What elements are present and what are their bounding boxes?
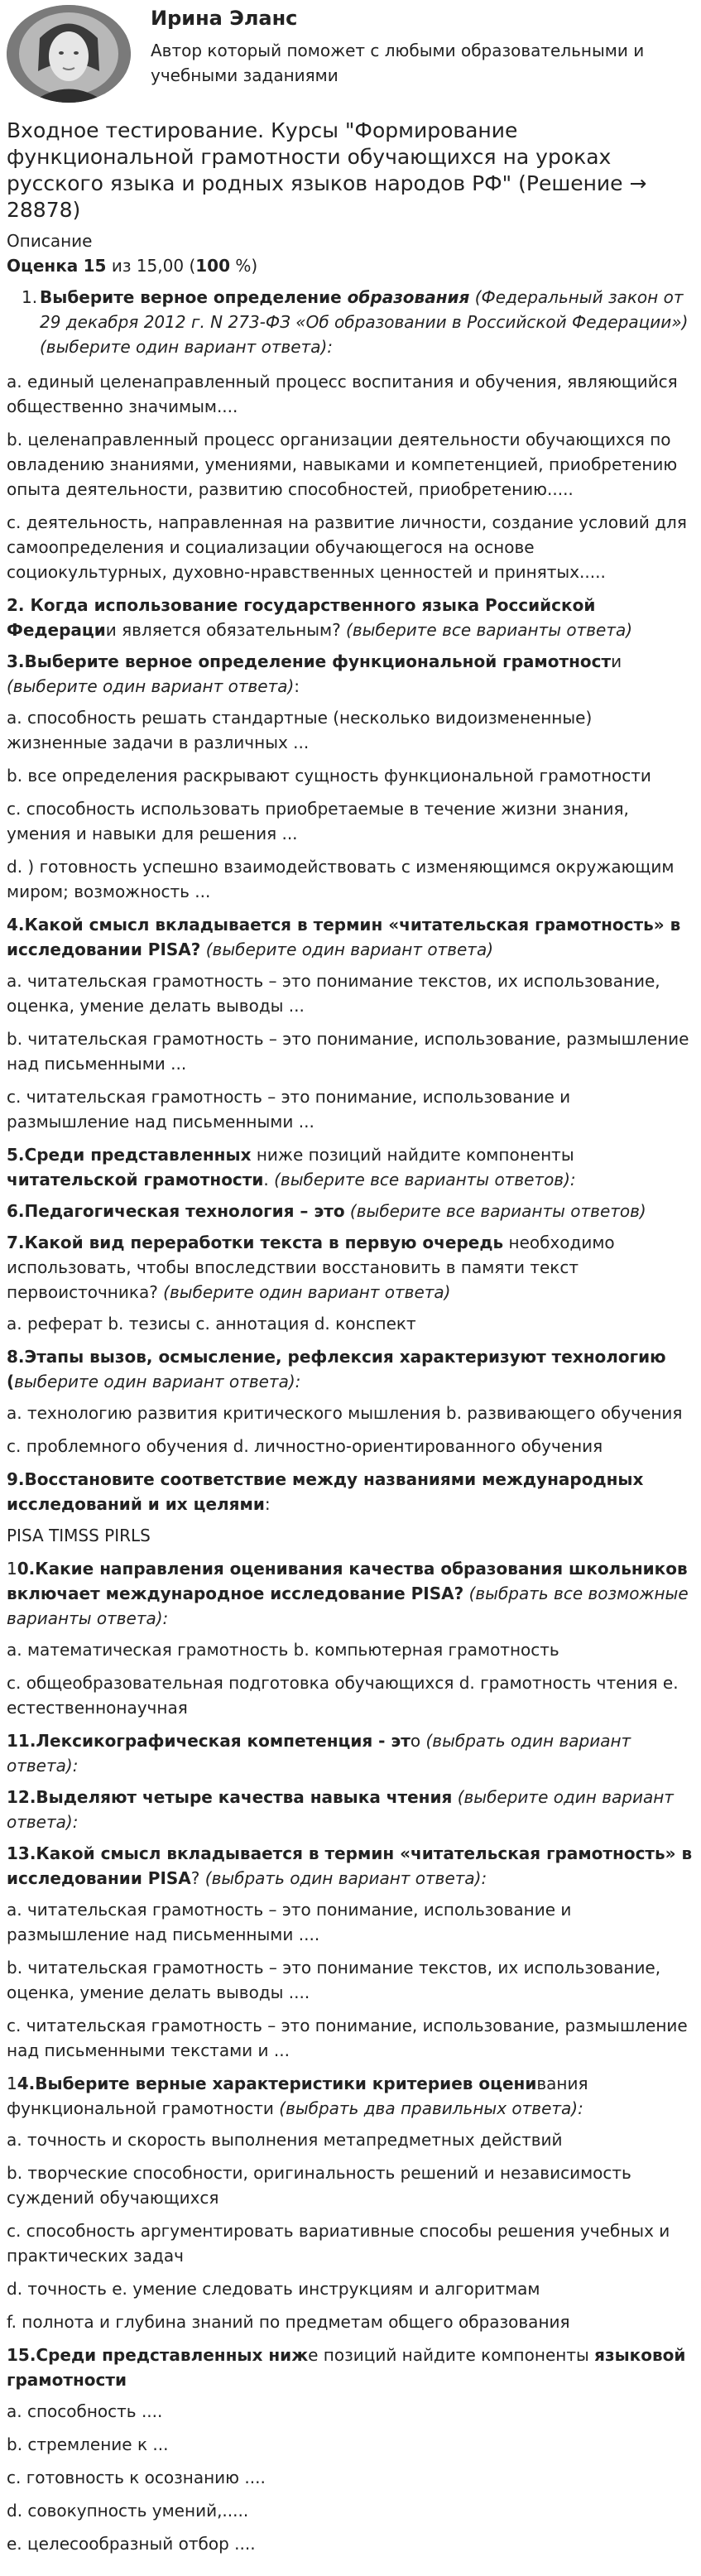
- question-5: [7, 1142, 694, 1192]
- question-3-hint: (выберите один вариант ответа): [7, 676, 295, 696]
- grade-score: 15: [83, 256, 107, 276]
- question-14-answer-de: d. точность e. умение следовать инструкциям и алгоритмам: [7, 2279, 540, 2299]
- question-15-answer-b: b. стремление к ...: [7, 2434, 169, 2454]
- question-2: [7, 593, 694, 642]
- author-description: Автор который поможет с любыми образовательными и учебными заданиями: [151, 41, 645, 85]
- grade-percent-suffix: %): [230, 256, 258, 276]
- question-6: [7, 1199, 694, 1223]
- question-5-text: ниже позиций найдите компоненты: [251, 1145, 574, 1165]
- question-8-hint: выберите один вариант ответа):: [14, 1372, 301, 1391]
- question-14-bold: 4.Выберите верные характеристики критериев оцени: [17, 2074, 537, 2093]
- question-5-hint: (выберите все варианты ответов):: [268, 1170, 576, 1189]
- question-13-answer-c: c. читательская грамотность – это понимание, использование, размышление над письменными текстами и ...: [7, 2016, 688, 2060]
- question-15-text: е позиций найдите компоненты: [308, 2345, 595, 2365]
- question-13-text: ?: [190, 1868, 200, 1888]
- question-10-hint: (выбрать все возможные варианты ответа):: [7, 1584, 689, 1628]
- description-label: Описание: [7, 231, 93, 251]
- question-15-bold: 15.Среди представленных ниж: [7, 2345, 309, 2365]
- question-3-bold: 3.Выберите верное определение функциональной грамотност: [7, 651, 612, 671]
- question-3-answer-c: c. способность использовать приобретаемые в течение жизни знания, умения и навыки для решения ...: [7, 799, 629, 843]
- grade-line: [7, 253, 694, 278]
- question-15-bold-2: языковой грамотности: [7, 2345, 686, 2390]
- question-1-number: 1.: [22, 287, 38, 307]
- question-3: [7, 649, 694, 699]
- grade-label: Оценка: [7, 256, 79, 276]
- author-avatar[interactable]: [7, 5, 131, 103]
- question-3-answer-b: b. все определения раскрывают сущность функциональной грамотности: [7, 766, 651, 786]
- question-13-bold: 13.Какой смысл вкладывается в термин «читательская грамотность» в исследовании PISA: [7, 1843, 693, 1888]
- question-13-answer-b: b. читательская грамотность – это понимание текстов, их использование, оценка, умение делать выводы ....: [7, 1958, 661, 2002]
- question-10: [7, 1556, 694, 1631]
- question-4: [7, 912, 694, 962]
- question-7-text: необходимо использовать, чтобы впоследствии восстановить в памяти текст первоисточника?: [7, 1233, 615, 1302]
- question-8-answers-2: c. проблемного обучения d. личностно-ориентированного обучения: [7, 1436, 603, 1456]
- question-5-dot: .: [263, 1170, 269, 1189]
- question-3-answer-a: a. способность решать стандартные (несколько видоизмененные) жизненные задачи в различных ...: [7, 708, 593, 752]
- question-1-answer-b: b. целенаправленный процесс организации деятельности обучающихся по овладению знаниями, умениями, навыками и компетенцией, приобретению опыта деятельности, развитию способностей, приобретению.....: [7, 430, 678, 499]
- question-3-answer-d: d. ) готовность успешно взаимодействовать с изменяющимся окружающим миром; возможность ...: [7, 857, 675, 901]
- question-13-answer-a: a. читательская грамотность – это понимание, использование и размышление над письменными ....: [7, 1900, 572, 1944]
- question-10-prefix: 1: [7, 1559, 17, 1579]
- question-14: [7, 2071, 694, 2121]
- question-14-answer-b: b. творческие способности, оригинальность решений и независимость суждений обучающихся: [7, 2163, 631, 2208]
- question-4-answer-a: a. читательская грамотность – это понимание текстов, их использование, оценка, умение делать выводы ...: [7, 971, 660, 1016]
- question-15-answer-e: e. целесообразный отбор ....: [7, 2534, 256, 2554]
- question-15-answer-d: d. совокупность умений,.....: [7, 2501, 249, 2521]
- question-7: [7, 1230, 694, 1305]
- question-1: [7, 285, 694, 359]
- question-7-bold: 7.Какой вид переработки текста в первую очередь: [7, 1233, 504, 1252]
- question-6-bold: 6.Педагогическая технология – это: [7, 1201, 345, 1221]
- question-9-colon: :: [264, 1494, 271, 1514]
- question-15-answer-c: c. готовность к осознанию ....: [7, 2468, 266, 2487]
- question-5-bold-2: читательской грамотности: [7, 1170, 264, 1189]
- question-15: [7, 2343, 694, 2392]
- question-4-bold: 4.Какой смысл вкладывается в термин «читательская грамотность» в исследовании PISA?: [7, 915, 681, 959]
- question-15-answer-a: a. способность ....: [7, 2401, 163, 2421]
- document-content: [0, 118, 701, 2556]
- question-10-answers-2: c. общеобразовательная подготовка обучающихся d. грамотность чтения e. естественнонаучная: [7, 1673, 679, 1718]
- question-3-colon: :: [294, 676, 300, 696]
- question-4-hint: (выберите один вариант ответа): [200, 940, 494, 959]
- question-12: [7, 1785, 694, 1834]
- question-13-hint: (выбрать один вариант ответа):: [199, 1868, 487, 1888]
- question-2-text: и является обязательным?: [105, 620, 341, 640]
- question-14-answer-c: c. способность аргументировать вариативные способы решения учебных и практических задач: [7, 2221, 670, 2266]
- grade-percent: 100: [195, 256, 230, 276]
- question-9-bold: 9.Восстановите соответствие между названиями международных исследований и их целями: [7, 1469, 644, 1514]
- question-8: [7, 1344, 694, 1394]
- author-name[interactable]: Ирина Эланс: [151, 7, 298, 30]
- grade-of: из 15,00 (: [111, 256, 196, 276]
- question-13: [7, 1841, 694, 1891]
- question-7-answers: a. реферат b. тезисы c. аннотация d. конспект: [7, 1314, 416, 1334]
- question-4-answer-b: b. читательская грамотность – это понимание, использование, размышление над письменными ...: [7, 1029, 689, 1074]
- question-11-text: о: [410, 1731, 421, 1751]
- question-11: [7, 1728, 694, 1778]
- question-11-hint: (выбрать один вариант ответа):: [7, 1731, 631, 1776]
- question-4-answer-c: c. читательская грамотность – это понимание, использование и размышление над письменными ...: [7, 1087, 571, 1132]
- question-14-answer-f: f. полнота и глубина знаний по предметам общего образования: [7, 2312, 570, 2332]
- question-1-bold: Выберите верное определение: [40, 287, 348, 307]
- question-1-answer-a: a. единый целенаправленный процесс воспитания и обучения, являющийся общественно значимым....: [7, 372, 678, 416]
- question-12-bold: 12.Выделяют четыре качества навыка чтения: [7, 1787, 453, 1807]
- question-6-hint: (выберите все варианты ответов): [344, 1201, 646, 1221]
- question-12-hint: (выберите один вариант ответа):: [7, 1787, 674, 1832]
- question-11-bold: 11.Лексикографическая компетенция - эт: [7, 1731, 411, 1751]
- document-title: Входное тестирование. Курсы "Формирование функциональной грамотности обучающихся на уроках русского языка и родных языков народов РФ" (Решение → 28878): [7, 118, 647, 222]
- question-8-answers-1: a. технологию развития критического мышления b. развивающего обучения: [7, 1403, 683, 1423]
- question-1-hint: (выберите один вариант ответа):: [40, 337, 334, 357]
- question-8-bold: 8.Этапы вызов, осмысление, рефлексия характеризуют технологию (: [7, 1347, 666, 1391]
- question-2-bold: 2. Когда использование государственного языка Российской Федераци: [7, 595, 596, 640]
- question-5-bold: 5.Среди представленных: [7, 1145, 252, 1165]
- question-7-hint: (выберите один вариант ответа): [157, 1282, 451, 1302]
- question-14-text: вания функциональной грамотности: [7, 2074, 588, 2118]
- question-9-answers: PISA TIMSS PIRLS: [7, 1526, 151, 1545]
- question-2-hint: (выберите все варианты ответа): [340, 620, 633, 640]
- question-14-hint: (выбрать два правильных ответа):: [273, 2098, 583, 2118]
- question-14-answer-a: a. точность и скорость выполнения метапредметных действий: [7, 2130, 563, 2150]
- question-10-bold: 0.Какие направления оценивания качества образования школьников включает международное исследование PISA?: [7, 1559, 688, 1603]
- question-1-italic: (Федеральный закон от 29 декабря 2012 г. N 273-ФЗ «Об образовании в Российской Федерации»): [40, 287, 689, 332]
- question-1-bold-italic: образования: [347, 287, 470, 307]
- question-10-answers-1: a. математическая грамотность b. компьютерная грамотность: [7, 1640, 559, 1660]
- author-header: [0, 0, 701, 118]
- question-14-prefix: 1: [7, 2074, 17, 2093]
- question-3-text: и: [611, 651, 622, 671]
- question-1-answer-c: c. деятельность, направленная на развитие личности, создание условий для самоопределения и социализации обучающегося на основе социокультурных, духовно-нравственных ценностей и принятых.....: [7, 512, 687, 582]
- question-9: [7, 1467, 694, 1516]
